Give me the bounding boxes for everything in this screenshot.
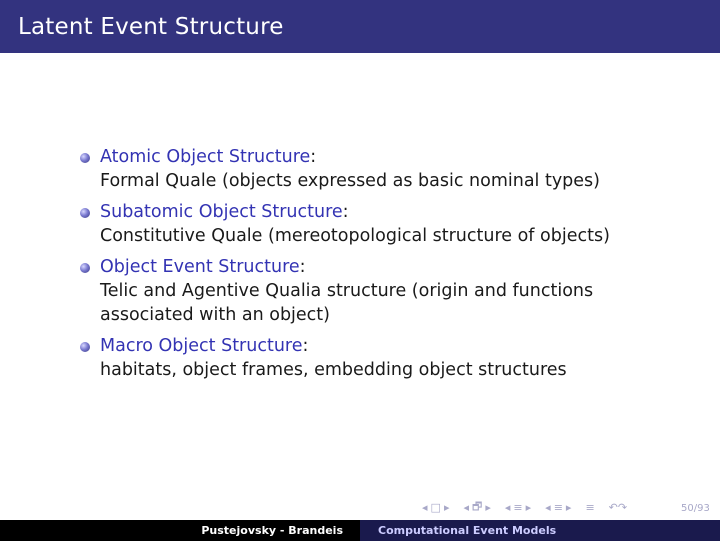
list-item: Object Event Structure: Telic and Agentive Qualia structure (origin and functions associated with an object) (80, 255, 680, 327)
bullet-icon (80, 153, 90, 163)
nav-prev-slide-arrow-icon[interactable]: ◂ (422, 500, 428, 514)
slide-title: Latent Event Structure (18, 14, 284, 40)
list-item: Macro Object Structure: habitats, object frames, embedding object structures (80, 334, 680, 382)
nav-subsection-icon[interactable]: ≡ (513, 500, 523, 514)
title-bar (0, 0, 720, 53)
nav-next-frame-arrow-icon[interactable]: ▸ (485, 500, 491, 514)
item-text: Constitutive Quale (mereotopological structure of objects) (100, 226, 610, 246)
nav-toc-icon[interactable]: ≡ (585, 500, 595, 514)
footer (0, 520, 720, 541)
list-item: Subatomic Object Structure: Constitutive Quale (mereotopological structure of objects) (80, 200, 680, 248)
footer-talk-title: Computational Event Models (360, 520, 720, 541)
navigation-controls (422, 499, 627, 515)
bullet-icon (80, 342, 90, 352)
item-text: habitats, object frames, embedding object structures (100, 360, 567, 380)
nav-prev-frame-arrow-icon[interactable]: ◂ (463, 500, 469, 514)
nav-next-subsection-arrow-icon[interactable]: ▸ (525, 500, 532, 514)
footer-author: Pustejovsky - Brandeis (0, 520, 360, 541)
nav-frame-icon[interactable]: 🗗 (472, 499, 483, 513)
nav-slide-icon[interactable]: □ (430, 500, 441, 514)
item-heading: Subatomic Object Structure (100, 202, 343, 222)
bullet-icon (80, 263, 90, 273)
list-item: Atomic Object Structure: Formal Quale (objects expressed as basic nominal types) (80, 145, 680, 193)
item-heading: Macro Object Structure (100, 336, 303, 356)
nav-next-slide-arrow-icon[interactable]: ▸ (443, 500, 450, 514)
item-text: associated with an object) (100, 305, 330, 325)
item-heading: Atomic Object Structure (100, 147, 311, 167)
nav-prev-section-arrow-icon[interactable]: ◂ (545, 500, 551, 514)
bullet-icon (80, 208, 90, 218)
item-text: Formal Quale (objects expressed as basic nominal types) (100, 171, 601, 191)
nav-section-icon[interactable]: ≡ (553, 500, 563, 514)
nav-next-section-arrow-icon[interactable]: ▸ (565, 500, 572, 514)
bullet-list (80, 145, 680, 389)
nav-prev-subsection-arrow-icon[interactable]: ◂ (504, 500, 511, 514)
nav-back-forward-icon[interactable]: ↶↷ (608, 500, 628, 514)
item-heading: Object Event Structure (100, 257, 300, 277)
page-number: 50/93 (681, 503, 710, 514)
item-text: Telic and Agentive Qualia structure (origin and functions (100, 281, 594, 301)
